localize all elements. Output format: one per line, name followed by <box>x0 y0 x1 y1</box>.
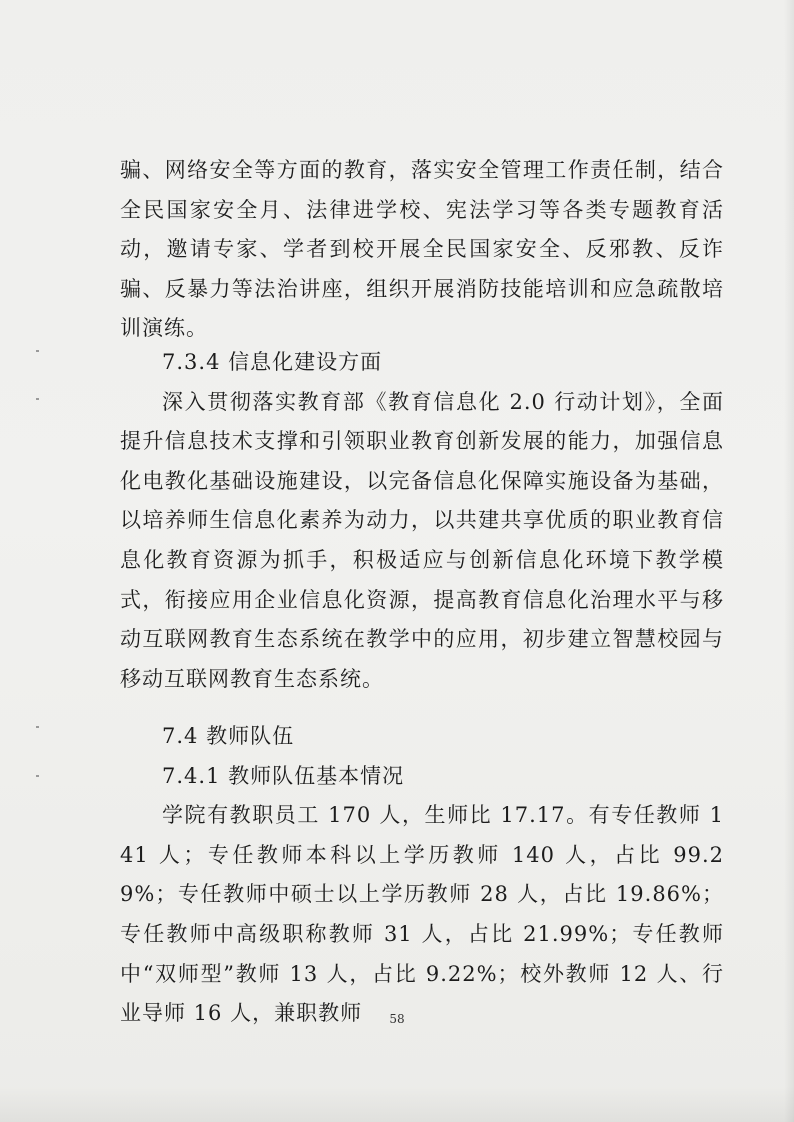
scan-bottom-band <box>0 1086 794 1122</box>
heading-7-3-4: 7.3.4 信息化建设方面 <box>162 350 383 374</box>
paragraph-safety-education <box>120 151 724 349</box>
margin-speck <box>36 398 39 400</box>
heading-7-4: 7.4 教师队伍 <box>162 724 295 748</box>
paragraph-text: 骗、网络安全等方面的教育，落实安全管理工作责任制，结合全民国家安全月、法律进学校、宪法学习等各类专题教育活动，邀请专家、学者到校开展全民国家安全、反邪教、反诈骗、反暴力等法治讲座，组织开展消防技能培训和应急疏散培训演练。 <box>120 158 724 341</box>
section-7-3-4 <box>120 343 724 699</box>
margin-speck <box>36 350 39 352</box>
paragraph-informatization: 深入贯彻落实教育部《教育信息化 2.0 行动计划》，全面提升信息技术支撑和引领职业教育创新发展的能力，加强信息化电教化基础设施建设，以完备信息化保障实施设备为基础，以培养师生信息化素养为动力，以共建共享优质的职业教育信息化教育资源为抓手，积极适应与创新信息化环境下教学模式，衔接应用企业信息化资源，提高教育信息化治理水平与移动互联网教育生态系统在教学中的应用，初步建立智慧校园与移动互联网教育生态系统。 <box>120 389 724 691</box>
scan-edge-shadow <box>784 0 794 1122</box>
margin-speck <box>36 775 39 777</box>
margin-speck <box>36 726 39 728</box>
paragraph-teacher-stats: 学院有教职员工 170 人，生师比 17.17。有专任教师 141 人；专任教师本科以上学历教师 140 人，占比 99.29%；专任教师中硕士以上学历教师 28 人，占比 19.86%；专任教师中高级职称教师 31 人，占比 21.99%；专任教师中“双师型”教师 13 人，占比 9.22%；校外教师 12 人、行业导师 16 人，兼职教师 <box>120 803 724 1026</box>
heading-7-4-1: 7.4.1 教师队伍基本情况 <box>162 763 405 788</box>
section-7-4 <box>120 717 724 1034</box>
page-number: 58 <box>389 1012 405 1026</box>
